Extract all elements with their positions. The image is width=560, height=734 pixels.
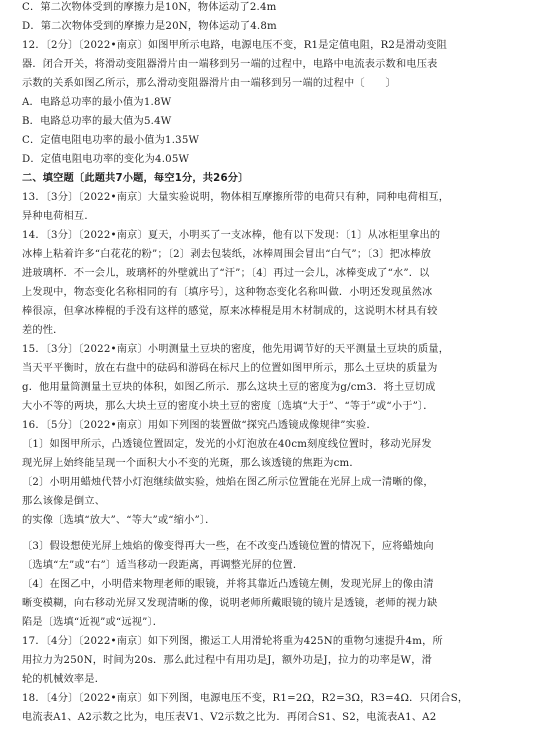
text-line: 13．〔3分〕〔2022•南京〕大量实验说明，物体相互摩擦所带的电荷只有种，同种电荷相互， (22, 192, 450, 203)
text-line: 那么该像是倒立、 (22, 496, 106, 507)
text-line: 器．闭合开关，将滑动变阻器滑片由一端移到另一端的过程中，电路中电流表示数和电压表 (22, 59, 438, 70)
text-line: B．电路总功率的最大值为5.4W (22, 116, 172, 127)
text-line: 上发现中，物态变化名称相同的有〔填序号〕，这种物态变化名称叫做．小明还发现虽然冰 (22, 287, 433, 298)
text-line: C．第二次物体受到的摩擦力是10N，物体运动了2.4m (22, 2, 277, 13)
text-line: 进玻璃杯．不一会儿，玻璃杯的外壁就出了“汗”；〔4〕再过一会儿，冰棒变成了“水”．以 (22, 268, 430, 279)
text-line: g．他用量筒测量土豆块的体积，如图乙所示．那么这块土豆的密度为g/cm3．将土豆切成 (22, 382, 436, 393)
text-line: 14．〔3分〕〔2022•南京〕夏天，小明买了一支冰棒，他有以下发现：〔1〕从冰柜里拿出的 (22, 230, 441, 241)
text-line: 15．〔3分〕〔2022•南京〕小明测量土豆块的密度，他先用调节好的天平测量土豆块的质量， (22, 344, 450, 355)
text-line: 晰变模糊，向右移动光屏又发现清晰的像，说明老师所戴眼镜的镜片是透镜，老师的视力缺 (22, 598, 438, 609)
text-line: 冰棒上粘着许多“白花花的粉”；〔2〕剥去包装纸，冰棒周围会冒出“白气”；〔3〕把冰棒放 (22, 249, 432, 260)
text-line: 轮的机械效率是． (22, 674, 106, 685)
text-line: 用拉力为250N，时间为20s．那么此过程中有用功是J，额外功是J，拉力的功率是W，滑 (22, 655, 432, 666)
text-line: 18．〔4分〕〔2022•南京〕如下列图，电源电压不变，R1=2Ω，R2=3Ω，R3=4Ω．只闭合S， (22, 693, 469, 704)
text-line: 〔选填“左”或“右”〕适当移动一段距离，再调整光屏的位置． (22, 560, 304, 571)
text-line: 异种电荷相互． (22, 211, 95, 222)
text-line: D．定值电阻电功率的变化为4.05W (22, 154, 190, 165)
text-line: 12．〔2分〕〔2022•南京〕如图甲所示电路，电源电压不变，R1是定值电阻，R2是滑动变阻 (22, 40, 448, 51)
text-line: 棒很凉，但拿冰棒棍的手没有这样的感觉，原来冰棒棍是用木材制成的，这说明木材具有较 (22, 306, 438, 317)
text-line: A．电路总功率的最小值为1.8W (22, 97, 172, 108)
section-heading: 二、填空题〔此题共7小题，每空1分，共26分〕 (22, 173, 249, 184)
text-line: 现光屏上始终能呈现一个面积大小不变的光斑，那么该透镜的焦距为cm． (22, 458, 360, 469)
text-line: D．第二次物体受到的摩擦力是20N，物体运动了4.8m (22, 21, 277, 32)
text-line: 当天平平衡时，放在右盘中的砝码和游码在标尺上的位置如图甲所示，那么土豆块的质量为 (22, 363, 438, 374)
text-line: 差的性． (22, 325, 64, 336)
text-line: C．定值电阻电功率的最小值为1.35W (22, 135, 200, 146)
text-line: 〔2〕小明用蜡烛代替小灯泡继续做实验，烛焰在图乙所示位置能在光屏上成一清晰的像， (22, 477, 434, 488)
text-line: 大小不等的两块，那么大块土豆的密度小块土豆的密度〔选填“大于”、“等于”或“小于”〕． (22, 401, 434, 412)
text-line: 陷是〔选填“近视”或“远视”〕． (22, 617, 164, 628)
text-line: 16．〔5分〕〔2022•南京〕用如下列图的装置做“探究凸透镜成像规律”实验． (22, 420, 377, 431)
text-line: 示数的关系如图乙所示，那么滑动变阻器滑片由一端移到另一端的过程中〔 〕 (22, 78, 396, 89)
text-line: 17．〔4分〕〔2022•南京〕如下列图，搬运工人用滑轮将重为425N的重物匀速提升4m，所 (22, 636, 443, 647)
text-line: 电流表A1、A2示数之比为，电压表V1、V2示数之比为．再闭合S1、S2，电流表A1、A2 (22, 712, 437, 723)
text-line: 〔3〕假设想使光屏上烛焰的像变得再大一些，在不改变凸透镜位置的情况下，应将蜡烛向 (22, 541, 434, 552)
text-line: 的实像〔选填“放大”、“等大”或“缩小”〕． (22, 515, 216, 526)
text-line: 〔4〕在图乙中，小明借来物理老师的眼镜，并将其靠近凸透镜左侧，发现光屏上的像由清 (22, 579, 434, 590)
text-line: 〔1〕如图甲所示，凸透镜位置固定，发光的小灯泡放在40cm刻度线位置时，移动光屏发 (22, 439, 432, 450)
